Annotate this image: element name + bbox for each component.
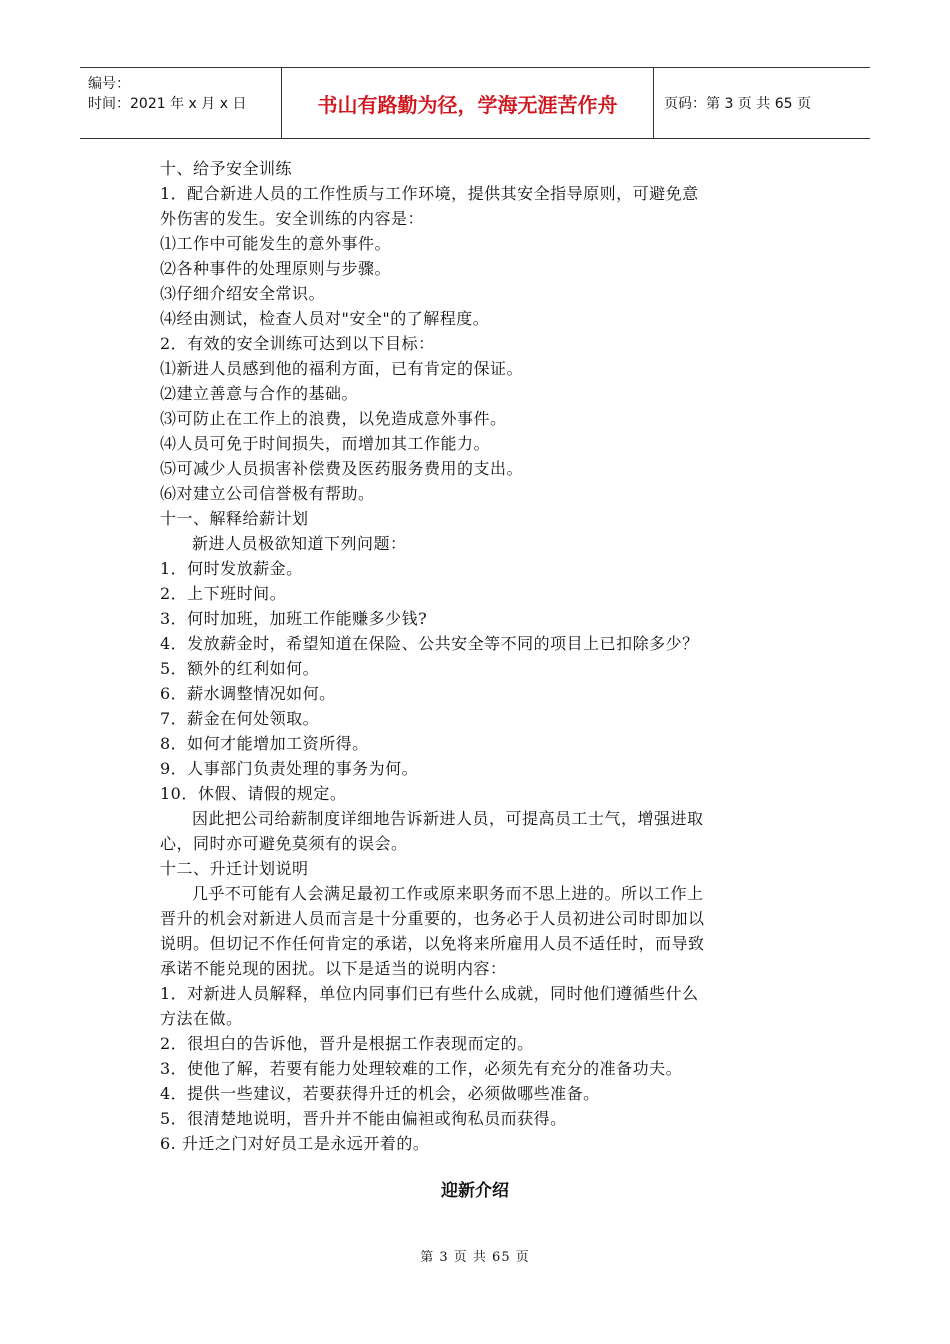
paragraph-line: 几乎不可能有人会满足最初工作或原来职务而不思上进的。所以工作上 xyxy=(192,884,704,903)
paragraph-line: 承诺不能兑现的困扰。以下是适当的说明内容： xyxy=(160,959,507,978)
heading-safety-training: 十、给予安全训练 xyxy=(160,159,293,178)
list-item: ⑵建立善意与合作的基础。 xyxy=(160,384,359,403)
paragraph-line: 心，同时亦可避免莫须有的误会。 xyxy=(160,834,408,853)
list-item: ⑸可减少人员损害补偿费及医药服务费用的支出。 xyxy=(160,459,524,478)
list-item: ⑷经由测试，检查人员对"安全"的了解程度。 xyxy=(160,309,490,328)
page-header xyxy=(80,67,870,139)
list-item: ⑶仔细介绍安全常识。 xyxy=(160,284,326,303)
list-item: 3．使他了解，若要有能力处理较难的工作，必须先有充分的准备功夫。 xyxy=(160,1059,683,1078)
list-item: 1．何时发放薪金。 xyxy=(160,559,303,578)
paragraph-line: 说明。但切记不作任何肯定的承诺，以免将来所雇用人员不适任时，而导致 xyxy=(160,934,705,953)
list-item: 1．对新进人员解释，单位内同事们已有些什么成就，同时他们遵循些什么 xyxy=(160,984,699,1003)
list-item: 9．人事部门负责处理的事务为何。 xyxy=(160,759,419,778)
list-item: 7．薪金在何处领取。 xyxy=(160,709,320,728)
heading-salary-plan: 十一、解释给薪计划 xyxy=(160,509,309,528)
list-item: 4．提供一些建议，若要获得升迁的机会，必须做哪些准备。 xyxy=(160,1084,600,1103)
paragraph-line: 晋升的机会对新进人员而言是十分重要的，也务必于人员初进公司时即加以 xyxy=(160,909,705,928)
list-item: 6. 升迁之门对好员工是永远开着的。 xyxy=(160,1134,430,1153)
paragraph-line: 方法在做。 xyxy=(160,1009,243,1028)
heading-promotion-plan: 十二、升迁计划说明 xyxy=(160,859,309,878)
list-item: ⑵各种事件的处理原则与步骤。 xyxy=(160,259,392,278)
list-item: ⑶可防止在工作上的浪费，以免造成意外事件。 xyxy=(160,409,507,428)
paragraph-line: 2．有效的安全训练可达到以下目标： xyxy=(160,334,435,353)
list-item: 5．很清楚地说明，晋升并不能由偏袒或徇私员而获得。 xyxy=(160,1109,567,1128)
list-item: ⑴工作中可能发生的意外事件。 xyxy=(160,234,392,253)
list-item: 5．额外的红利如何。 xyxy=(160,659,320,678)
paragraph-line: 外伤害的发生。安全训练的内容是： xyxy=(160,209,425,228)
list-item: 10．休假、请假的规定。 xyxy=(160,784,347,803)
list-item: 2．很坦白的告诉他，晋升是根据工作表现而定的。 xyxy=(160,1034,534,1053)
paragraph-line: 因此把公司给薪制度详细地告诉新进人员，可提高员工士气，增强进取 xyxy=(192,809,704,828)
document-date-label: 时间：2021 年 x 月 x 日 xyxy=(88,96,247,112)
list-item: ⑷人员可免于时间损失，而增加其工作能力。 xyxy=(160,434,491,453)
page-footer: 第 3 页 共 65 页 xyxy=(420,1250,530,1265)
list-item: 3．何时加班，加班工作能赚多少钱? xyxy=(160,609,428,628)
paragraph-line: 新进人员极欲知道下列问题： xyxy=(192,534,407,553)
document-body xyxy=(160,156,800,1156)
document-number-label: 编号： xyxy=(88,76,130,92)
section-title: 迎新介绍 xyxy=(441,1181,509,1201)
paragraph-line: 1．配合新进人员的工作性质与工作环境，提供其安全指导原则，可避免意 xyxy=(160,184,699,203)
list-item: 2．上下班时间。 xyxy=(160,584,287,603)
header-meta xyxy=(80,68,282,138)
header-page-info: 页码：第 3 页 共 65 页 xyxy=(664,96,811,112)
header-motto: 书山有路勤为径，学海无涯苦作舟 xyxy=(282,68,654,138)
list-item: ⑴新进人员感到他的福利方面，已有肯定的保证。 xyxy=(160,359,524,378)
list-item: ⑹对建立公司信誉极有帮助。 xyxy=(160,484,375,503)
list-item: 4．发放薪金时，希望知道在保险、公共安全等不同的项目上已扣除多少？ xyxy=(160,634,699,653)
list-item: 6．薪水调整情况如何。 xyxy=(160,684,336,703)
list-item: 8．如何才能增加工资所得。 xyxy=(160,734,369,753)
